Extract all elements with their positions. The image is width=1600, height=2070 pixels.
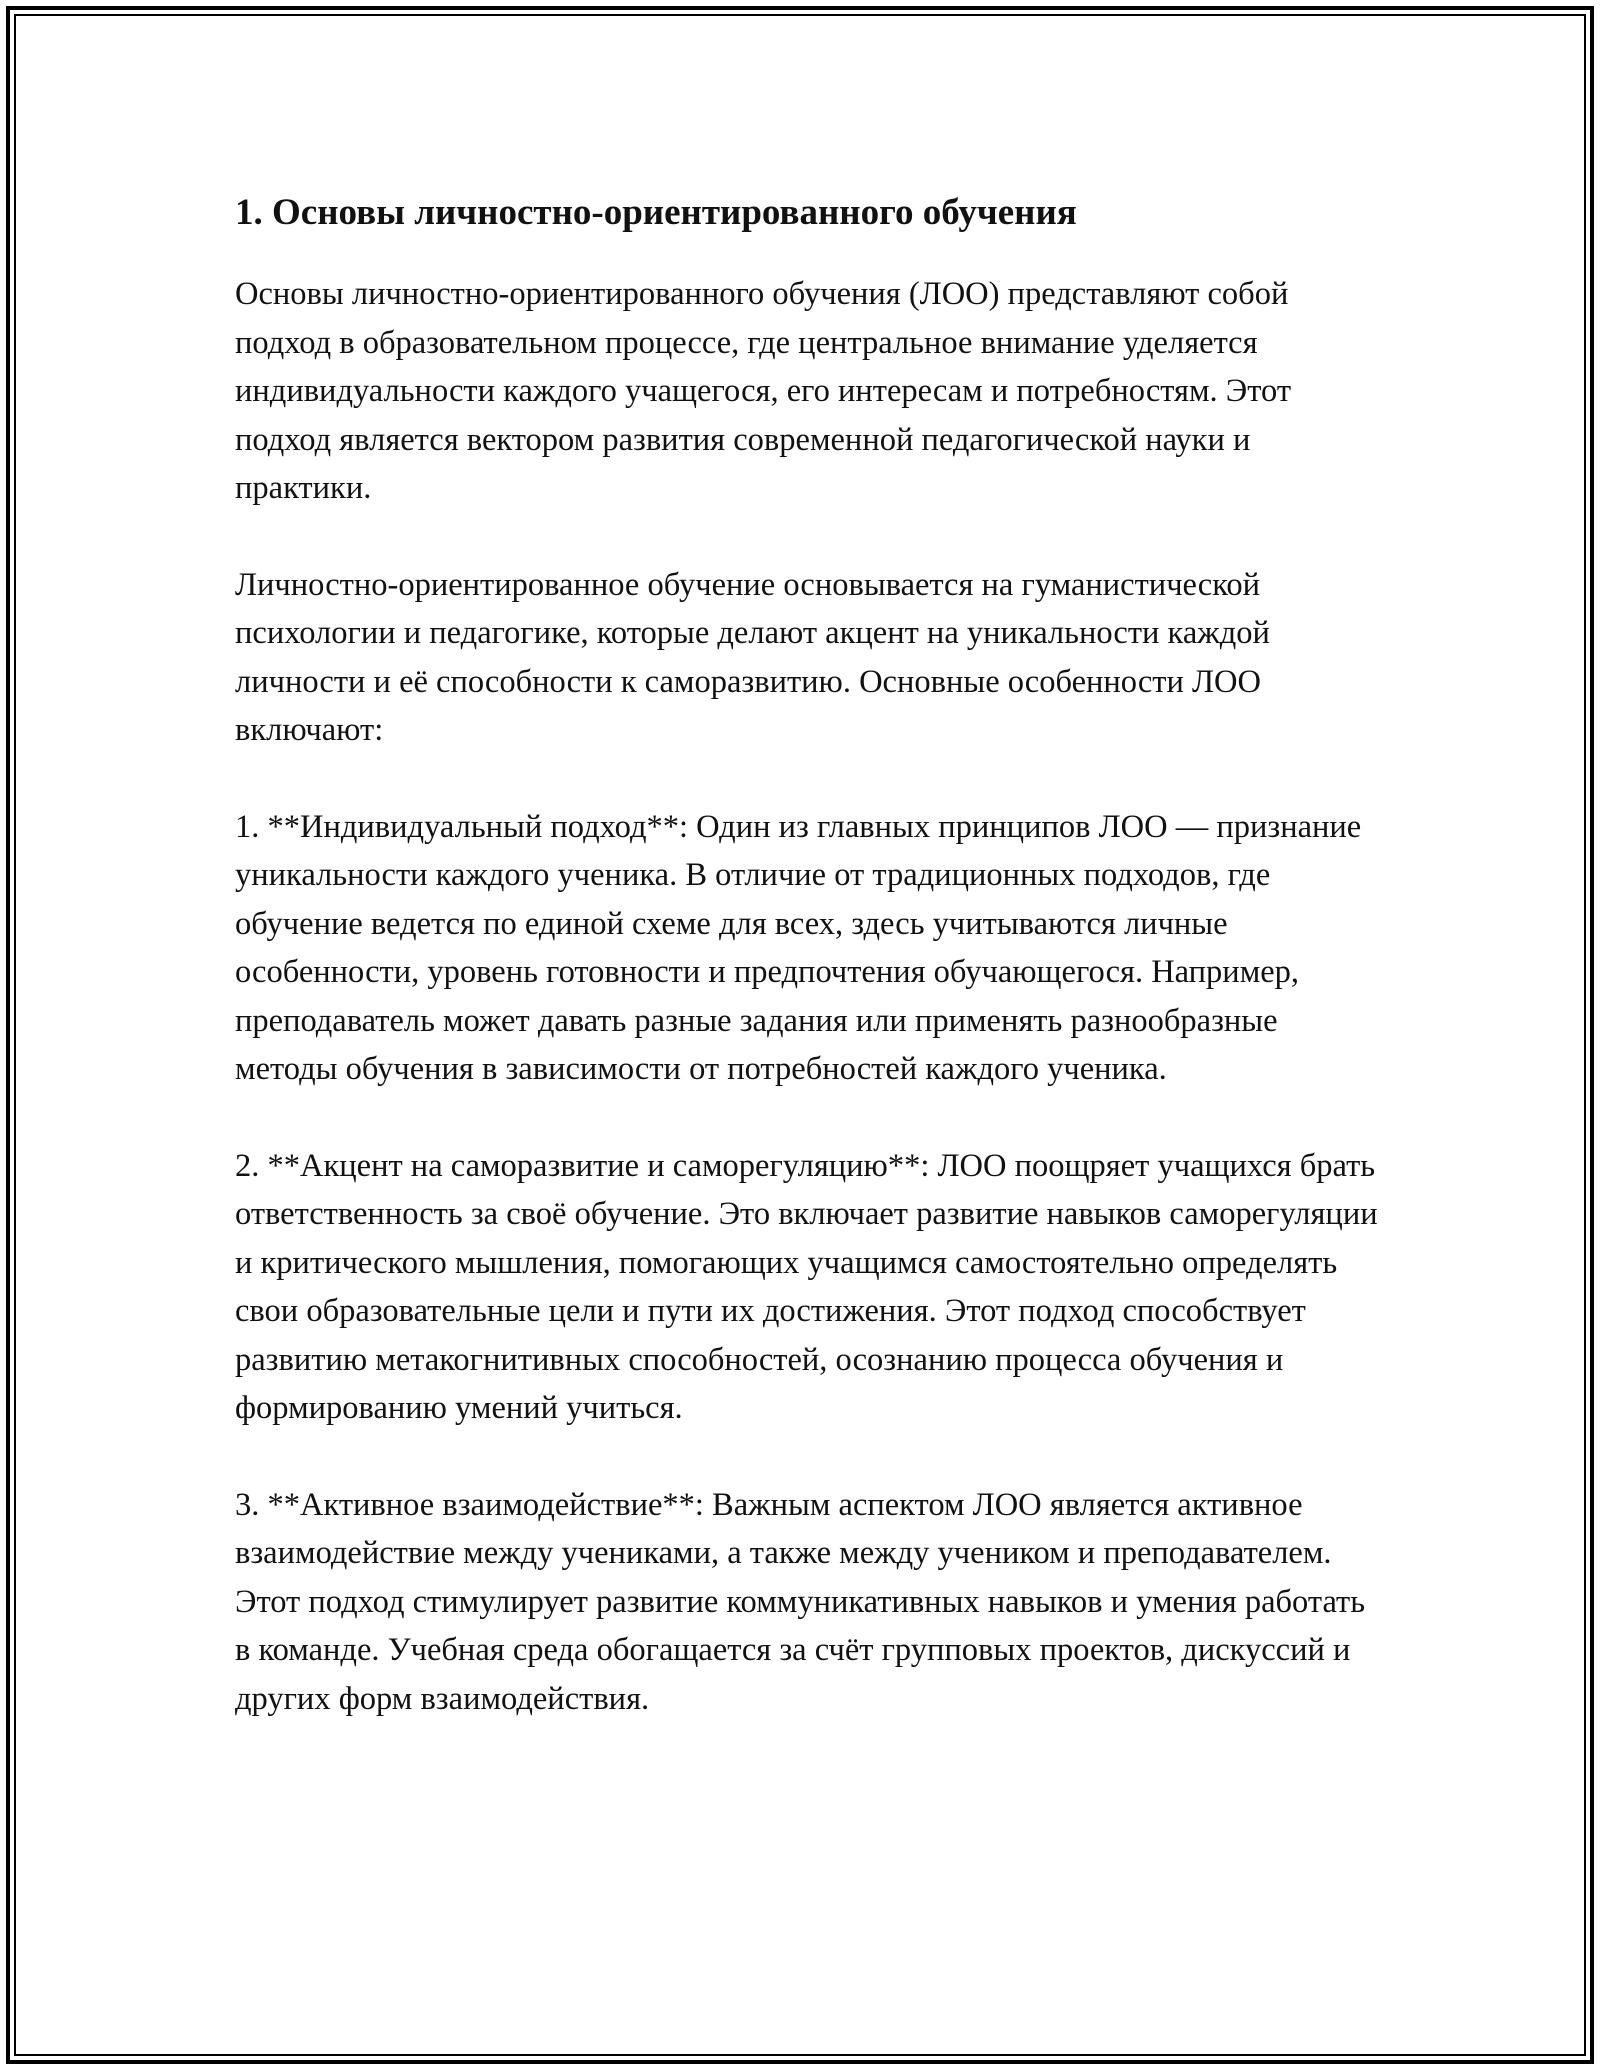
paragraph-intro: Основы личностно-ориентированного обучения (ЛОО) представляют собой подход в образовательном процессе, где центральное внимание уделяется индивидуальности каждого учащегося, его интересам и потребностям. Этот подход является вектором развития современной педагогической науки и практики.: [235, 276, 1292, 506]
list-item-individual-approach: 1. **Индивидуальный подход**: Один из главных принципов ЛОО — признание уникальности каждого ученика. В отличие от традиционных подходов, где обучение ведется по единой схеме для всех, здесь учитываются личные особенности, уровень готовности и предпочтения обучающегося. Например, преподаватель может давать разные задания или применять разнообразные методы обучения в зависимости от потребностей каждого ученика.: [235, 808, 1362, 1087]
list-item-self-development: 2. **Акцент на саморазвитие и саморегуляцию**: ЛОО поощряет учащихся брать ответственность за своё обучение. Это включает развитие навыков саморегуляции и критического мышления, помогающих учащимся самостоятельно определять свои образовательные цели и пути их достижения. Этот подход способствует развитию метакогнитивных способностей, осознанию процесса обучения и формированию умений учиться.: [235, 1147, 1378, 1426]
document-body: [235, 180, 1380, 1771]
list-item-active-interaction: 3. **Активное взаимодействие**: Важным аспектом ЛОО является активное взаимодействие между учениками, а также между учеником и преподавателем. Этот подход стимулирует развитие коммуникативных навыков и умения работать в команде. Учебная среда обогащается за счёт групповых проектов, дискуссий и других форм взаимодействия.: [235, 1486, 1366, 1717]
section-title: 1. Основы личностно-ориентированного обучения: [235, 192, 1077, 233]
paragraph-basis: Личностно-ориентированное обучение основывается на гуманистической психологии и педагогике, которые делают акцент на уникальности каждой личности и её способности к саморазвитию. Основные особенности ЛОО включают:: [235, 566, 1270, 748]
